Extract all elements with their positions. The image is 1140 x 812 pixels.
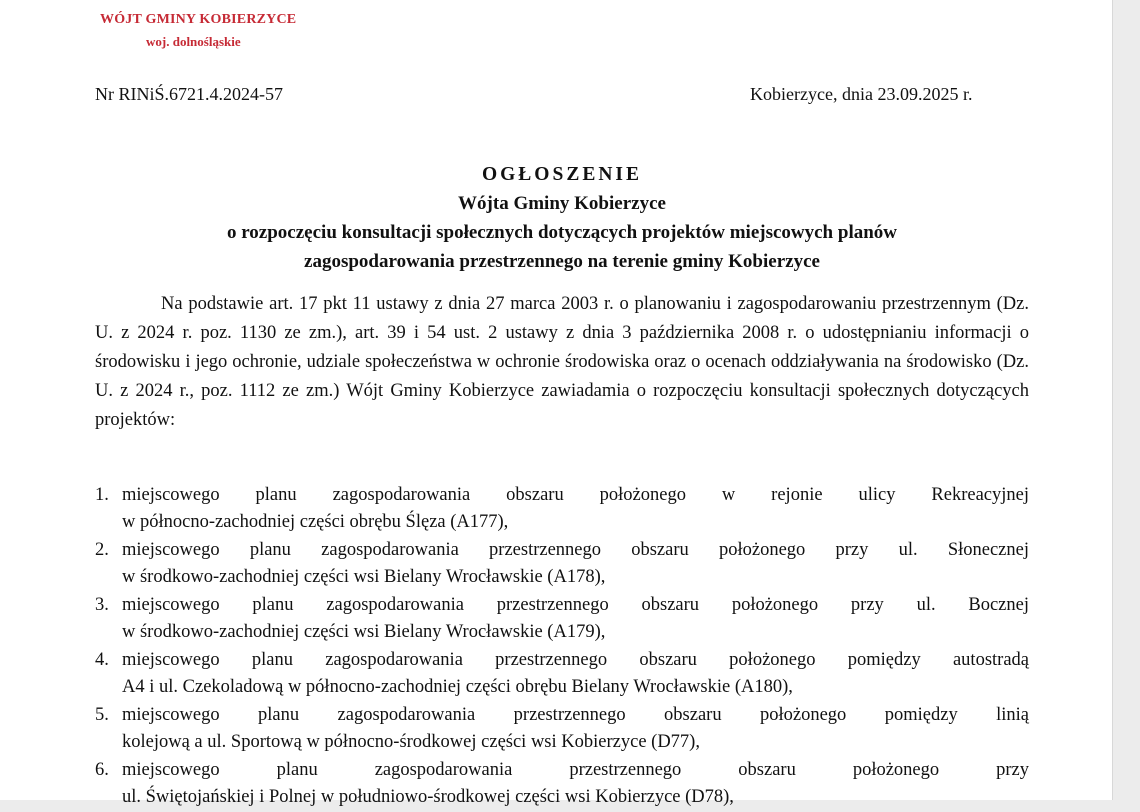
projects-list — [95, 482, 1029, 812]
list-item-number: 5. — [95, 705, 109, 725]
list-item-number: 3. — [95, 595, 109, 615]
intro-text: Na podstawie art. 17 pkt 11 ustawy z dnia 27 marca 2003 r. o planowaniu i zagospodarowaniu przestrzennym (Dz. U. z 2024 r. poz. 1130 ze zm.), art. 39 i 54 ust. 2 ustawy z dnia 3 października 2008 r. o udostępnianiu informacji o środowisku i jego ochronie, udziale społeczeństwa w ochronie środowiska oraz o ocenach oddziaływania na środowisko (Dz. U. z 2024 r., poz. 1112 ze zm.) Wójt Gminy Kobierzyce zawiadamia o rozpoczęciu konsultacji społecznych dotyczących projektów: — [95, 294, 1029, 430]
list-item-text-line-2: w środkowo-zachodniej części wsi Bielany Wrocławskie (A179), — [122, 622, 606, 642]
list-item — [95, 647, 1029, 701]
place-and-date: Kobierzyce, dnia 23.09.2025 r. — [750, 84, 973, 104]
list-item-text-line-2: kolejową a ul. Sportową w północno-środkowej części wsi Kobierzyce (D77), — [122, 732, 700, 752]
heading-subject-line-1: o rozpoczęciu konsultacji społecznych dotyczących projektów miejscowych planów — [226, 222, 898, 243]
list-item-text-line-1: miejscowego planu zagospodarowania przestrzennego obszaru położonego pomiędzy autostradą — [122, 650, 1029, 670]
list-item-number: 1. — [95, 485, 109, 505]
announcement-heading — [95, 160, 1029, 276]
list-item — [95, 702, 1029, 756]
list-item-text-line-2: w środkowo-zachodniej części wsi Bielany Wrocławskie (A178), — [122, 567, 606, 587]
list-item-number: 4. — [95, 650, 109, 670]
stamp-line-1: WÓJT GMINY KOBIERZYCE — [100, 12, 297, 27]
reference-number: Nr RINiŚ.6721.4.2024-57 — [95, 84, 283, 104]
list-item-text-line-1: miejscowego planu zagospodarowania przestrzennego obszaru położonego pomiędzy linią — [122, 705, 1029, 725]
stamp-line-2: woj. dolnośląskie — [146, 34, 241, 49]
list-item — [95, 537, 1029, 591]
list-item-text-line-1: miejscowego planu zagospodarowania przestrzennego obszaru położonego przy ul. Bocznej — [122, 595, 1029, 615]
heading-title: OGŁOSZENIE — [481, 164, 643, 185]
list-item-number: 6. — [95, 760, 109, 780]
official-stamp — [100, 12, 296, 50]
list-item-number: 2. — [95, 540, 109, 560]
list-item-text-line-1: miejscowego planu zagospodarowania obszaru położonego w rejonie ulicy Rekreacyjnej — [122, 485, 1029, 505]
list-item-text-line-2: A4 i ul. Czekoladową w północno-zachodniej części obrębu Bielany Wrocławskie (A180), — [122, 677, 793, 697]
heading-subject-line-2: zagospodarowania przestrzennego na terenie gminy Kobierzyce — [304, 251, 820, 272]
list-item-text-line-1: miejscowego planu zagospodarowania przestrzennego obszaru położonego przy — [122, 760, 1029, 780]
heading-issuer: Wójta Gminy Kobierzyce — [458, 193, 666, 214]
list-item — [95, 757, 1029, 811]
intro-paragraph — [95, 290, 1029, 435]
list-item-text-line-2: w północno-zachodniej części obrębu Ślęza (A177), — [122, 512, 509, 532]
list-item-text-line-1: miejscowego planu zagospodarowania przestrzennego obszaru położonego przy ul. Słonecznej — [122, 540, 1029, 560]
list-item — [95, 482, 1029, 536]
list-item — [95, 592, 1029, 646]
list-item-text-line-2: ul. Świętojańskiej i Polnej w południowo-środkowej części wsi Kobierzyce (D78), — [122, 787, 734, 807]
